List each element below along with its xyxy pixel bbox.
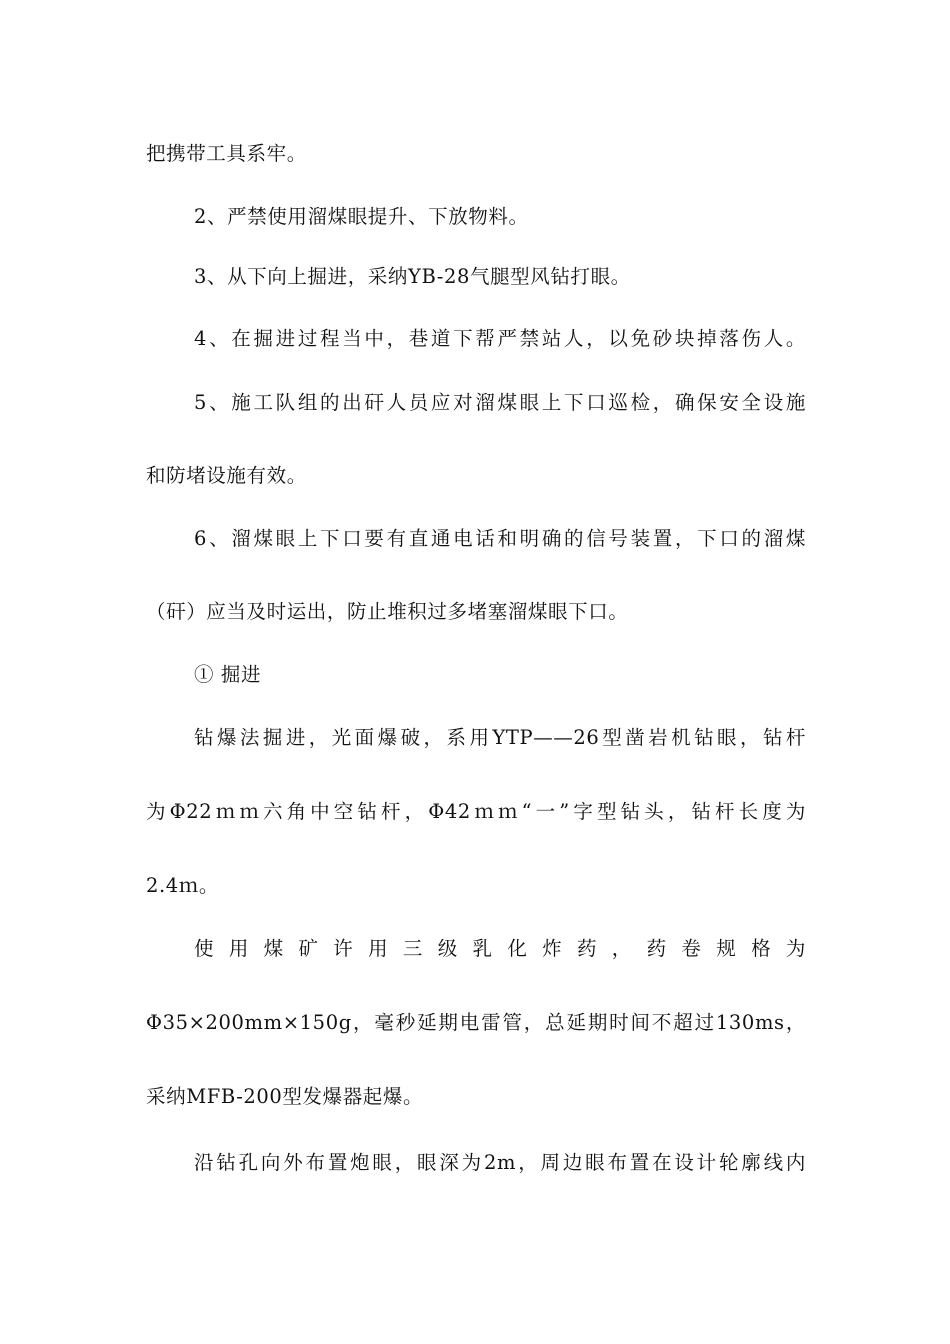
paragraph-line-1: 把携带工具系牢。 bbox=[146, 142, 307, 165]
paragraph-line-10: 钻爆法掘进，光面爆破，系用YTP——26型凿岩机钻眼，钻杆 bbox=[194, 726, 806, 749]
paragraph-line-4: 4、在掘进过程当中，巷道下帮严禁站人，以免砂块掉落伤人。 bbox=[194, 327, 806, 350]
paragraph-line-6: 和防堵设施有效。 bbox=[146, 464, 307, 487]
paragraph-line-5: 5、施工队组的出矸人员应对溜煤眼上下口巡检，确保安全设施 bbox=[194, 391, 806, 414]
paragraph-line-16: 沿钻孔向外布置炮眼，眼深为2m，周边眼布置在设计轮廓线内 bbox=[194, 1151, 806, 1174]
paragraph-line-2: 2、严禁使用溜煤眼提升、下放物料。 bbox=[194, 205, 529, 228]
paragraph-line-7: 6、溜煤眼上下口要有直通电话和明确的信号装置，下口的溜煤 bbox=[194, 527, 806, 550]
paragraph-line-14: Φ35×200mm×150g，毫秒延期电雷管，总延期时间不超过130ms， bbox=[146, 1011, 806, 1034]
paragraph-line-3: 3、从下向上掘进，采纳YB-28气腿型风钻打眼。 bbox=[194, 265, 631, 288]
paragraph-line-12: 2.4ｍ。 bbox=[146, 874, 220, 897]
section-heading: ① 掘进 bbox=[194, 663, 262, 686]
paragraph-line-8: （矸）应当及时运出，防止堆积过多堵塞溜煤眼下口。 bbox=[146, 600, 629, 623]
paragraph-line-11: 为Φ22ｍｍ六角中空钻杆，Φ42ｍｍ“一”字型钻头，钻杆长度为 bbox=[146, 800, 806, 823]
paragraph-line-15: 采纳MFB-200型发爆器起爆。 bbox=[146, 1085, 424, 1108]
paragraph-line-13: 使用煤矿许用三级乳化炸药，药卷规格为 bbox=[194, 937, 806, 960]
